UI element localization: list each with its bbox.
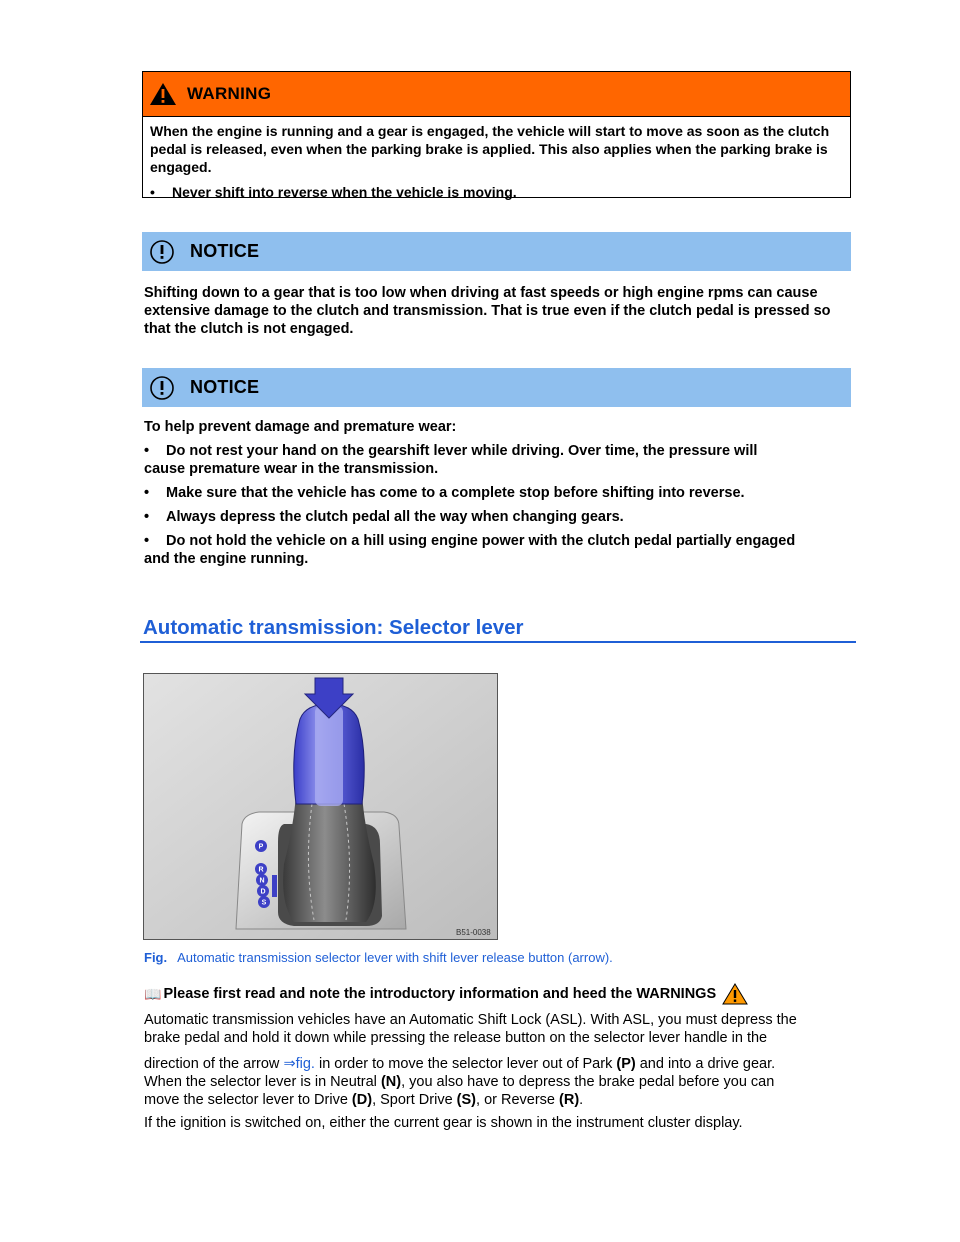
notice-bullet — [144, 484, 856, 502]
figure-caption — [144, 950, 613, 965]
warning-header — [143, 72, 850, 117]
notice-text — [144, 418, 856, 568]
notice-bullet-continuation: cause premature wear in the transmission. — [144, 461, 439, 477]
book-icon: 📖 — [144, 985, 162, 1002]
notice-bullet-text: Make sure that the vehicle has come to a complete stop before shifting into reverse. — [166, 485, 745, 501]
gear-p: P — [258, 843, 264, 851]
gear-d: D — [260, 888, 266, 896]
selector-lever-illustration — [144, 674, 497, 939]
notice-bullet-text: Do not hold the vehicle on a hill using engine power with the clutch pedal partially engaged — [166, 533, 796, 549]
intro-text: Please first read and note the introductory information and heed the WARNINGS — [163, 986, 717, 1002]
figure-caption-text: Automatic transmission selector lever with shift lever release button (arrow). — [177, 950, 613, 965]
paragraph-asl — [144, 1011, 856, 1109]
bullet-dot-icon: • — [144, 509, 150, 525]
notice-intro: To help prevent damage and premature wear: — [144, 419, 457, 435]
paragraph-line: brake pedal and hold it down while pressing the release button on the selector lever handle in the — [144, 1030, 768, 1046]
warning-triangle-icon — [149, 82, 177, 106]
warning-bullet — [150, 183, 843, 201]
notice-exclamation-icon — [149, 239, 175, 265]
warning-title: WARNING — [187, 84, 272, 103]
notice-text — [144, 284, 856, 338]
notice-header — [142, 232, 851, 271]
notice-bullet — [144, 508, 856, 526]
notice-title: NOTICE — [190, 377, 260, 397]
notice-title: NOTICE — [190, 241, 260, 261]
section-title: Automatic transmission: Selector lever — [143, 616, 524, 639]
notice-bullet-continuation: and the engine running. — [144, 551, 309, 567]
warning-bullet-text: Never shift into reverse when the vehicle is moving. — [172, 184, 517, 200]
gear-s: S — [261, 899, 267, 907]
warning-text: When the engine is running and a gear is engaged, the vehicle will start to move as soon as the clutch pedal is released, even when the parking brake is applied. This also applies when the parking brake is engaged. — [150, 123, 830, 175]
intro-line — [144, 983, 748, 1005]
paragraph-line: direction of the arrow ⇒fig. in order to move the selector lever out of Park (P) and into a drive gear. — [144, 1056, 776, 1072]
gear-n: N — [259, 877, 265, 885]
figure-caption-label: Fig. — [144, 950, 168, 965]
section-divider — [140, 641, 856, 643]
paragraph-line: Automatic transmission vehicles have an Automatic Shift Lock (ASL). With ASL, you must depress the — [144, 1012, 797, 1028]
figure-code: B51-0038 — [456, 928, 491, 937]
notice-header — [142, 368, 851, 407]
notice-exclamation-icon — [149, 375, 175, 401]
paragraph-line: When the selector lever is in Neutral (N), you also have to depress the brake pedal before you can — [144, 1074, 775, 1090]
notice-bullet — [144, 532, 856, 550]
bullet-dot-icon: • — [144, 533, 150, 549]
bullet-dot-icon: • — [144, 485, 150, 501]
notice-bullet — [144, 442, 856, 460]
bullet-dot-icon: • — [144, 443, 150, 459]
paragraph-line: move the selector lever to Drive (D), Sport Drive (S), or Reverse (R). — [144, 1092, 584, 1108]
paragraph-ignition — [144, 1114, 856, 1132]
warning-box — [142, 71, 851, 198]
gear-r: R — [258, 866, 264, 874]
notice-bullet-text: Do not rest your hand on the gearshift lever while driving. Over time, the pressure will — [166, 443, 758, 459]
bullet-dot-icon: • — [150, 184, 155, 200]
warning-body — [143, 117, 850, 201]
paragraph-line: If the ignition is switched on, either the current gear is shown in the instrument cluster display. — [144, 1115, 743, 1131]
warning-triangle-icon — [722, 983, 748, 1005]
notice-bullet-text: Always depress the clutch pedal all the way when changing gears. — [166, 509, 624, 525]
figure-selector-lever — [143, 673, 498, 940]
figure-reference-link[interactable]: ⇒fig. — [283, 1056, 315, 1072]
notice-paragraph: Shifting down to a gear that is too low when driving at fast speeds or high engine rpms can cause extensive damage to the clutch and transmission. That is true even if the clutch pedal is pressed so that the clutch is not engaged. — [144, 285, 831, 337]
